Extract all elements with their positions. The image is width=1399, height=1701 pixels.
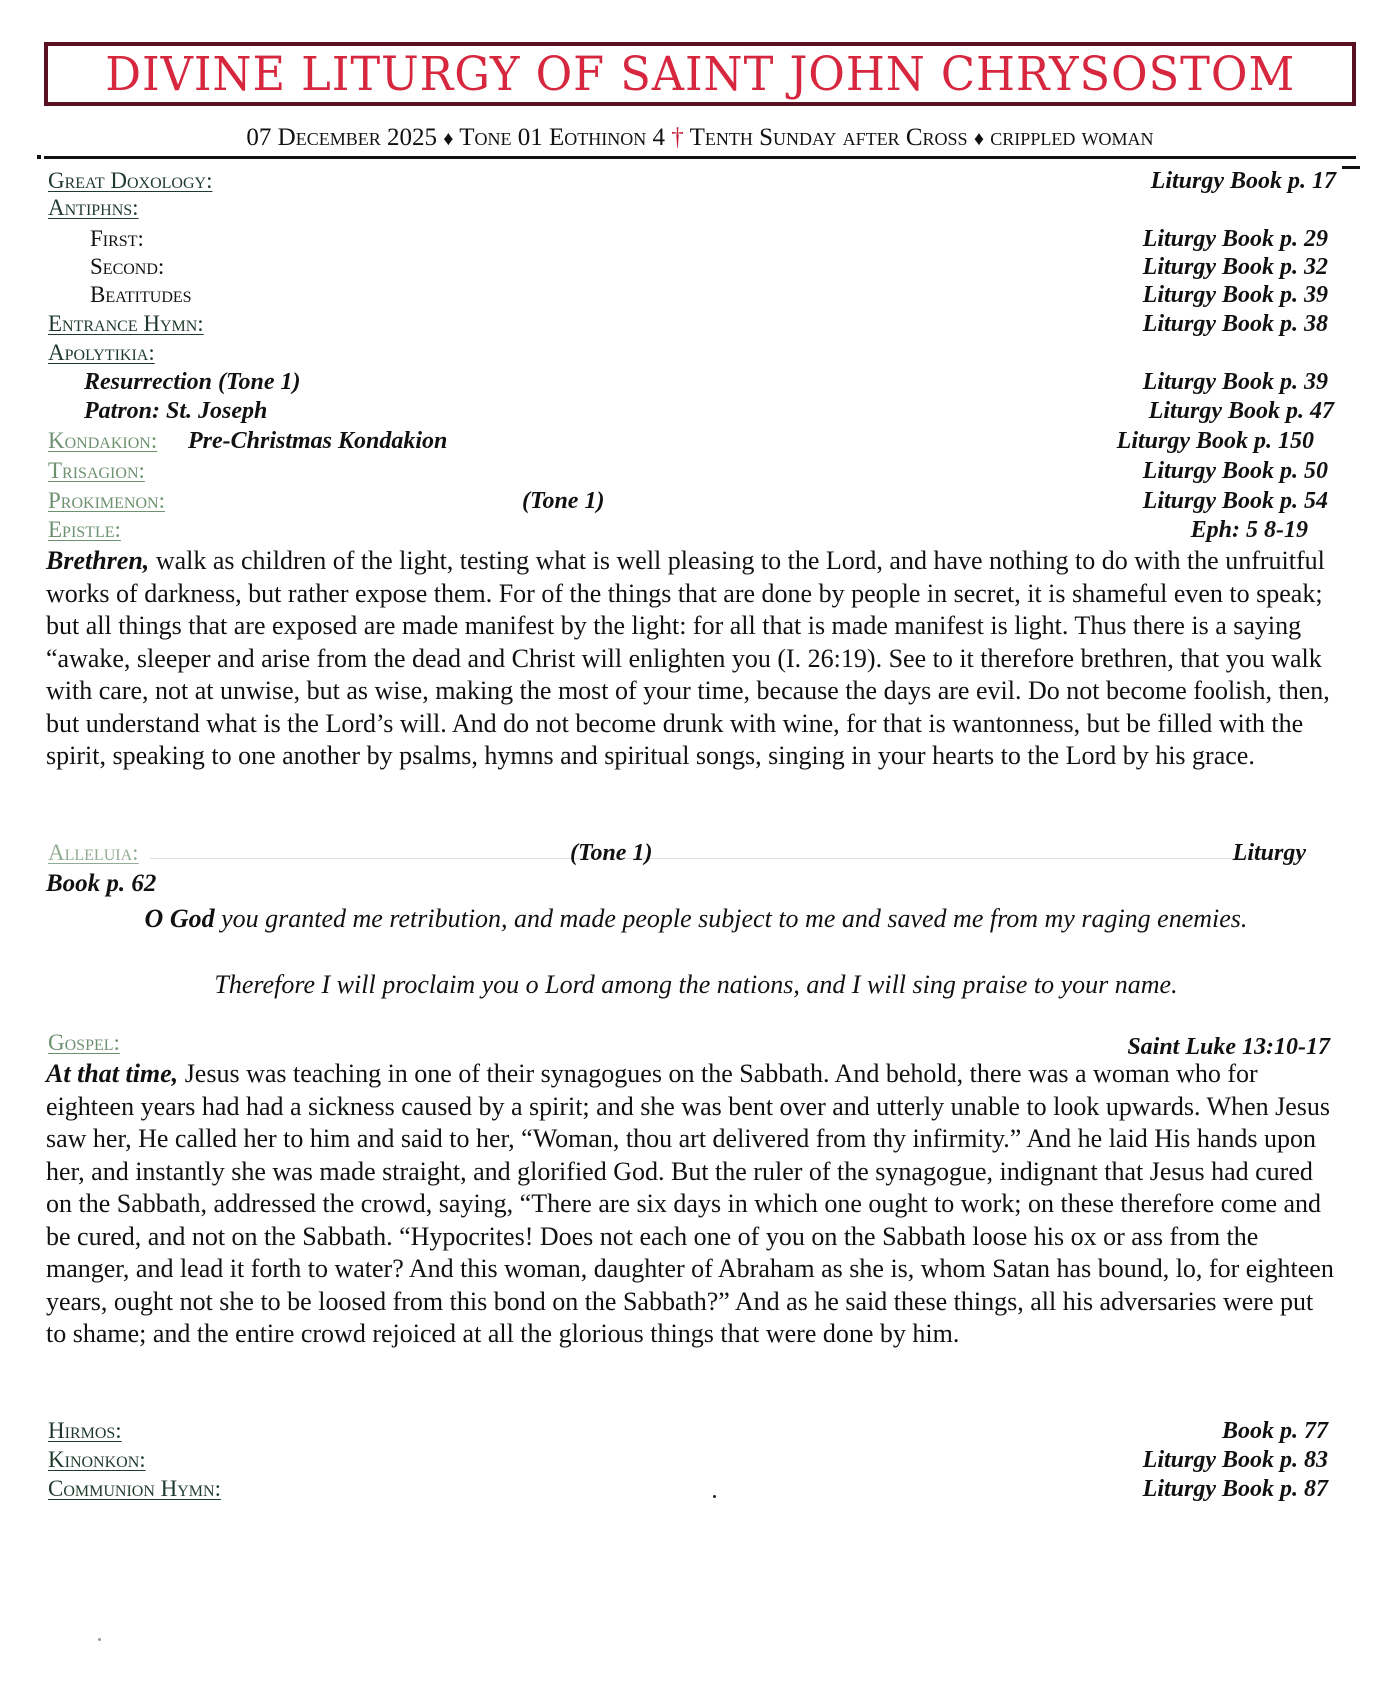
item-label: Resurrection (Tone 1) — [84, 369, 301, 395]
section-alleluia — [48, 840, 1328, 870]
kondakion-title: Pre-Christmas Kondakion — [188, 428, 448, 454]
tone-label: (Tone 1) — [522, 488, 605, 514]
scan-speck — [713, 1495, 716, 1498]
title-banner — [44, 42, 1356, 106]
section-kinonkon — [48, 1447, 1328, 1477]
item-label: Beatitudes — [90, 282, 192, 307]
section-label: Communion Hymn: — [48, 1476, 221, 1501]
page-reference: Liturgy Book p. 47 — [1148, 398, 1334, 424]
page-reference: Book p. 77 — [1221, 1418, 1328, 1444]
page-reference: Liturgy Book p. 38 — [1142, 311, 1328, 337]
page-reference: Liturgy Book p. 29 — [1142, 226, 1328, 252]
section-kondakion — [48, 428, 1328, 458]
alleluia-verse-2 — [46, 968, 1346, 1001]
page-reference: Liturgy Book p. 39 — [1142, 282, 1328, 308]
gospel-reading — [46, 1058, 1336, 1351]
reading-text: walk as children of the light, testing what is well pleasing to the Lord, and have nothing to do with the unfruitful works of darkness, but rather expose them. For of the things that are done by people in secret, it is shameful even to speak; but all things that are exposed are made manifest by the light: for all that is made manifest is light. Thus there is a saying “awake, sleeper and arise from the dead and Christ will enlighten you (I. 26:19). See to it therefore brethren, that you walk with care, not at unwise, but as wise, making the most of your time, because the days are evil. Do not become foolish, then, but understand what is the Lord’s will. And do not become drunk with wine, for that is wantonness, but be filled with the spirit, speaking to one another by psalms, hymns and spiritual songs, singing in your hearts to the Lord by his grace. — [46, 546, 1330, 770]
verse-text: Therefore I will proclaim you o Lord among the nations, and I will sing praise to your name. — [214, 970, 1178, 999]
item-label: Patron: St. Joseph — [84, 398, 268, 424]
page-reference: Liturgy Book p. 39 — [1142, 369, 1328, 395]
section-label: Epistle: — [48, 517, 121, 542]
apolytikion-item — [48, 369, 1328, 399]
section-entrance-hymn — [48, 311, 1328, 341]
section-gospel — [48, 1030, 1328, 1060]
section-label: Gospel: — [48, 1030, 120, 1055]
page-reference: Liturgy Book p. 50 — [1142, 458, 1328, 484]
section-label: Apolytikia: — [48, 340, 155, 365]
section-trisagion — [48, 458, 1328, 488]
section-label: Kinonkon: — [48, 1447, 146, 1472]
section-label: Hirmos: — [48, 1418, 122, 1443]
alleluia-ref-continued — [46, 870, 1326, 900]
antiphon-item — [48, 282, 1328, 312]
apolytikion-item — [48, 398, 1334, 428]
page-reference: Liturgy Book p. 87 — [1142, 1476, 1328, 1502]
page-reference: Liturgy Book p. 54 — [1142, 488, 1328, 514]
antiphon-item — [48, 254, 1328, 284]
scan-speck — [98, 1638, 101, 1641]
cross-icon: † — [671, 124, 684, 151]
section-apolytikia — [48, 340, 1328, 370]
page-reference: Book p. 62 — [46, 870, 157, 897]
margin-mark — [1342, 166, 1360, 169]
section-label: Kondakion: — [48, 428, 158, 453]
section-label: Alleluia: — [48, 840, 139, 865]
margin-mark — [37, 155, 41, 159]
scripture-reference: Saint Luke 13:10-17 — [1127, 1034, 1330, 1060]
reading-lead: At that time, — [46, 1059, 179, 1088]
section-prokimenon — [48, 488, 1328, 518]
alleluia-verse-1 — [46, 902, 1346, 935]
diamond-icon: ♦ — [443, 128, 454, 150]
item-label: First: — [90, 226, 144, 251]
page-reference: Liturgy Book p. 17 — [1150, 168, 1336, 194]
diamond-icon: ♦ — [973, 128, 985, 150]
verse-lead: O God — [144, 904, 215, 933]
section-label: Antiphns: — [48, 195, 139, 220]
page-reference: Liturgy Book p. 32 — [1142, 254, 1328, 280]
section-epistle — [48, 517, 1328, 547]
page-reference: Liturgy Book p. 83 — [1142, 1447, 1328, 1473]
antiphon-item — [48, 226, 1328, 256]
reading-lead: Brethren, — [46, 546, 150, 575]
section-label: Trisagion: — [48, 458, 145, 483]
sunday-name: Tenth Sunday after Cross — [689, 124, 968, 151]
section-antiphons — [48, 195, 1328, 225]
header-divider — [44, 156, 1356, 159]
reading-text: Jesus was teaching in one of their synagogues on the Sabbath. And behold, there was a woman who for eighteen years had had a sickness caused by a spirit; and she was bent over and utterly unable to look upwards. When Jesus saw her, He called her to him and said to her, “Woman, thou art delivered from thy infirmity.” And he laid His hands upon her, and instantly she was made straight, and glorified God. But the ruler of the synagogue, indignant that Jesus had cured on the Sabbath, addressed the crowd, saying, “There are six days in which one ought to work; on these therefore come and be cured, and not on the Sabbath. “Hypocrites! Does not each one of you on the Sabbath loose his ox or ass from the manger, and lead it forth to water? And this woman, daughter of Abraham as she is, whom Satan has bound, lo, for eighteen years, ought not she to be loosed from this bond on the Sabbath?” And as he said these things, all his adversaries were put to shame; and the entire crowd rejoiced at all the glorious things that were done by him. — [46, 1059, 1334, 1348]
epistle-reading — [46, 545, 1336, 773]
section-communion-hymn — [48, 1476, 1328, 1506]
sunday-theme: crippled woman — [990, 124, 1154, 151]
page-reference: Liturgy — [1232, 840, 1306, 866]
section-label: Entrance Hymn: — [48, 311, 204, 336]
tone-label: (Tone 1) — [570, 840, 653, 866]
verse-text: you granted me retribution, and made people subject to me and saved me from my raging enemies. — [214, 904, 1248, 933]
section-great-doxology — [48, 168, 1336, 198]
section-hirmos — [48, 1418, 1328, 1448]
subtitle-line — [40, 124, 1360, 152]
section-label: Prokimenon: — [48, 488, 165, 513]
page-title: DIVINE LITURGY OF SAINT JOHN CHRYSOSTOM — [105, 46, 1295, 102]
tone-info: Tone 01 Eothinon 4 — [459, 124, 666, 151]
service-date: 07 December 2025 — [246, 124, 437, 151]
section-label: Great Doxology: — [48, 168, 213, 193]
page-reference: Liturgy Book p. 150 — [1116, 428, 1314, 454]
item-label: Second: — [90, 254, 165, 279]
scripture-reference: Eph: 5 8-19 — [1190, 517, 1308, 543]
